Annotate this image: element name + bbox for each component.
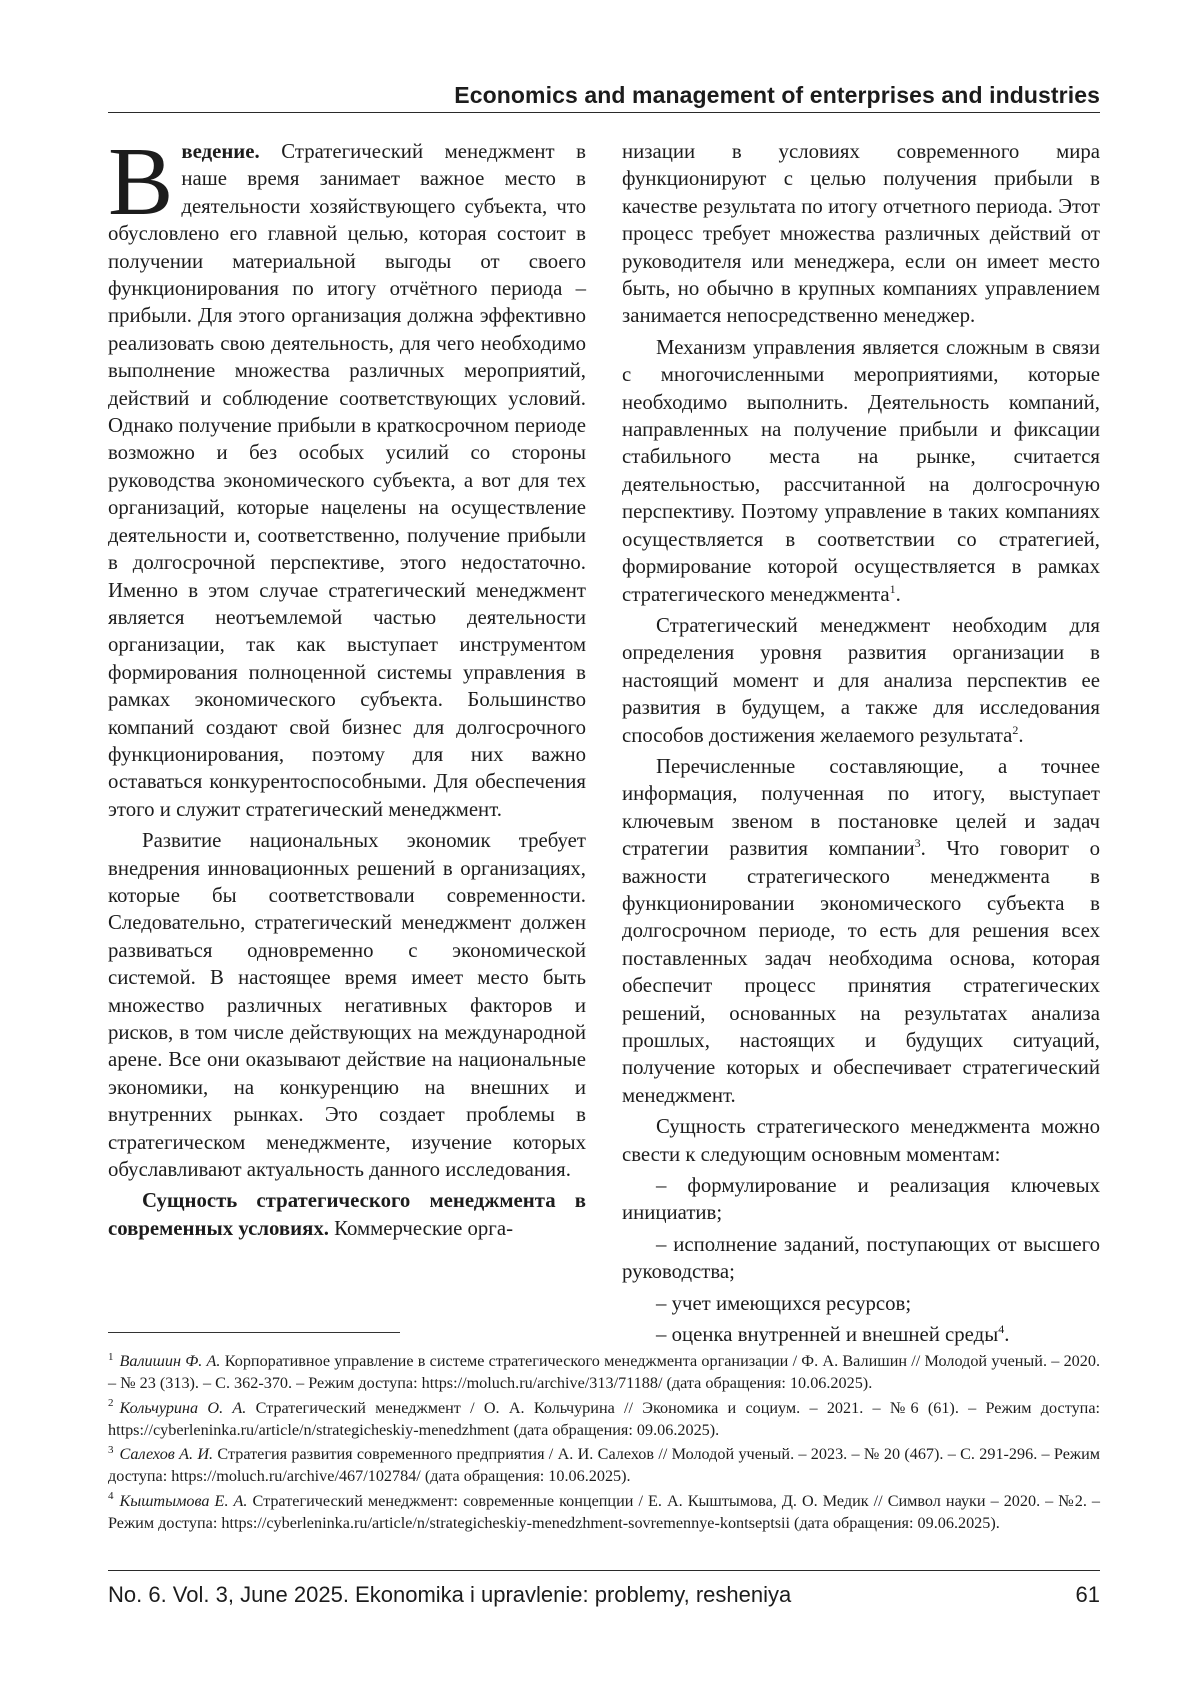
footnote-author: Кольчурина О. А.: [119, 1398, 247, 1417]
footnote-text: Стратегический менеджмент: современные концепции / Е. А. Кыштымова, Д. О. Медик // Символ науки – 2020. – №2. – Режим доступа: https://cyberleninka.ru/article/n/strategicheskiy-menedzhment-sovremennye-kontseptsii (дата обращения: 09.06.2025).: [108, 1491, 1100, 1533]
footnote: [108, 1397, 1100, 1442]
list-item: – исполнение заданий, поступающих от высшего руководства;: [622, 1232, 1100, 1284]
list-item-text: – оценка внутренней и внешней среды: [656, 1323, 999, 1347]
paragraph: Развитие национальных экономик требует внедрения инновационных решений в организациях, которые бы соответствовали современности. Следовательно, стратегический менеджмент должен развиваться одновременно с экономической системой. В настоящее время имеет место быть множество различных негативных факторов и рисков, в том числе действующих на международной арене. Все они оказывают действие на национальные экономики, на конкуренцию на внешних и внутренних рынках. Это создает проблемы в стратегическом менеджменте, изучение которых обуславливают актуальность данного исследования.: [108, 829, 586, 1182]
paragraph: Стратегический менеджмент необходим для определения уровня развития организации в настоящий момент и для анализа перспектив ее развития в будущем, а также для исследования способов достижения желаемого результата$^2$.: [622, 613, 1100, 747]
paragraph-text: Стратегический менеджмент необходим для определения уровня развития организации в настоящий момент и для анализа перспектив ее развития в будущем, а также для исследования способов достижения желаемого результата: [622, 613, 1100, 747]
list-item: – формулирование и реализация ключевых инициатив;: [622, 1174, 1100, 1225]
paragraph-text: Перечисленные составляющие, а точнее информация, полученная по итогу, выступает ключевым звеном в постановке целей и задач стратегии развития компании: [622, 754, 1100, 861]
footnote-ref[interactable]: 4: [998, 1322, 1005, 1337]
paragraph: [622, 753, 1100, 1109]
footnote: [108, 1443, 1100, 1488]
paragraph: Механизм управления является сложным в связи с многочисленными мероприятиями, которые необходимо выполнить. Деятельность компаний, направленных на получение прибыли и фиксации стабильного места на рынке, считается деятельностью, рассчитанной на долгосрочную перспективу. Поэтому управление в таких компаниях осуществляется в соответствии со стратегией, формирование которой осуществляется в рамках стратегического менеджмента$^1$.: [622, 335, 1100, 606]
intro-paragraph: [108, 128, 586, 823]
footnote-ref[interactable]: 1: [889, 581, 896, 596]
intro-text: Стратегический менеджмент в наше время занимает важное место в деятельности хозяйствующего субъекта, что обусловлено его главной целью, которая состоит в получении материальной выгоды от своего функционирования по итогу отчётного периода – прибыли. Для этого организация должна эффективно реализовать свою деятельность, для чего необходимо выполнение множества различных мероприятий, действий и соблюдение соответствующих условий. Однако получение прибыли в краткосрочном периоде возможно и без особых усилий со стороны руководства экономического субъекта, а вот для тех организаций, которые нацелены на осуществление деятельности и, соответственно, получение прибыли в долгосрочной перспективе, этого недостаточно. Именно в этом случае стратегический менеджмент является неотъемлемой частью деятельности организации, так как выступает инструментом формирования полноценной системы управления в рамках экономического субъекта. Большинство компаний создают свой бизнес для долгосрочного функционирования, поэтому для них важно оставаться конкурентоспособными. Для обеспечения этого и служит стратегический менеджмент.: [108, 140, 586, 821]
running-header: Economics and management of enterprises and industries: [454, 82, 1100, 108]
paragraph-text: . Что говорит о важности стратегического менеджмента в функционировании экономического субъекта в долгосрочном периоде, то есть для решения всех поставленных задач необходима основа, которая обеспечит процесс принятия стратегических решений, основанных на результатах анализа прошлых, настоящих и будущих ситуаций, получение которых и обеспечивает стратегический менеджмент.: [622, 837, 1100, 1107]
footnote-author: Салехов А. И.: [119, 1445, 214, 1464]
footnotes: [108, 1350, 1100, 1536]
right-column: [622, 138, 1100, 1352]
paragraph-text: Механизм управления является сложным в связи с многочисленными мероприятиями, которые необходимо выполнить. Деятельность компаний, направленных на получение прибыли и фиксации стабильного места на рынке, считается деятельностью, рассчитанной на долгосрочную перспективу. Поэтому управление в таких компаниях осуществляется в соответствии со стратегией, формирование которой осуществляется в рамках стратегического менеджмента: [622, 335, 1100, 606]
left-column: [108, 128, 586, 1246]
footnote-ref[interactable]: 2: [1012, 722, 1019, 737]
bullet-list: [622, 1172, 1100, 1348]
section-heading: Сущность стратегического менеджмента в современных условиях.: [108, 1189, 586, 1240]
footnote-ref[interactable]: 3: [914, 836, 921, 851]
footnote: [108, 1350, 1100, 1395]
footnote-text: Стратегический менеджмент / О. А. Кольчурина // Экономика и социум. – 2021. – №6 (61). – Режим доступа: https://cyberleninka.ru/article/n/strategicheskiy-menedzhment (дата обращения: 09.06.2025).: [108, 1398, 1101, 1439]
header-rule: [108, 112, 1100, 113]
page-footer: [108, 1582, 1100, 1608]
footnote-author: Кыштымова Е. А.: [119, 1491, 248, 1510]
intro-bold-word: ведение.: [181, 140, 260, 163]
drop-cap: В: [108, 128, 174, 236]
section-paragraph: [108, 1187, 586, 1242]
list-item: – оценка внутренней и внешней среды$^4$.: [656, 1322, 1010, 1347]
footnote: [108, 1490, 1100, 1535]
page-number: 61: [1075, 1582, 1100, 1607]
journal-citation: No. 6. Vol. 3, June 2025. Ekonomika i upravlenie: problemy, resheniya: [108, 1582, 792, 1607]
paragraph: Сущность стратегического менеджмента можно свести к следующим основным моментам:: [622, 1115, 1100, 1166]
footnote-number: 1: [108, 1350, 114, 1363]
section-text: Коммерческие орга-: [328, 1216, 513, 1240]
list-item: – учет имеющихся ресурсов;: [656, 1291, 912, 1315]
footnote-number: 3: [108, 1443, 114, 1456]
footnote-number: 4: [108, 1490, 114, 1503]
footnote-separator: [108, 1332, 400, 1333]
footnote-author: Валишин Ф. А.: [119, 1352, 221, 1370]
paragraph: низации в условиях современного мира функционируют с целью получения прибыли в качестве результата по итогу отчетного периода. Этот процесс требует множества различных действий от руководителя или менеджера, если он имеет место быть, но обычно в крупных компаниях управлением занимается непосредственно менеджер.: [622, 140, 1100, 328]
footnote-text: Корпоративное управление в системе стратегического менеджмента организации / Ф. А. Валишин // Молодой ученый. – 2020. – № 23 (313). – С. 362-370. – Режим доступа: https://moluch.ru/archive/313/71188/ (дата обращения: 10.06.2025).: [108, 1352, 1101, 1393]
footer-rule: [108, 1570, 1100, 1571]
footnote-text: Стратегия развития современного предприятия / А. И. Салехов // Молодой ученый. – 2023. – № 20 (467). – С. 291-296. – Режим доступа: https://moluch.ru/archive/467/102784/ (дата обращения: 10.06.2025).: [108, 1445, 1100, 1486]
footnote-number: 2: [108, 1397, 114, 1410]
